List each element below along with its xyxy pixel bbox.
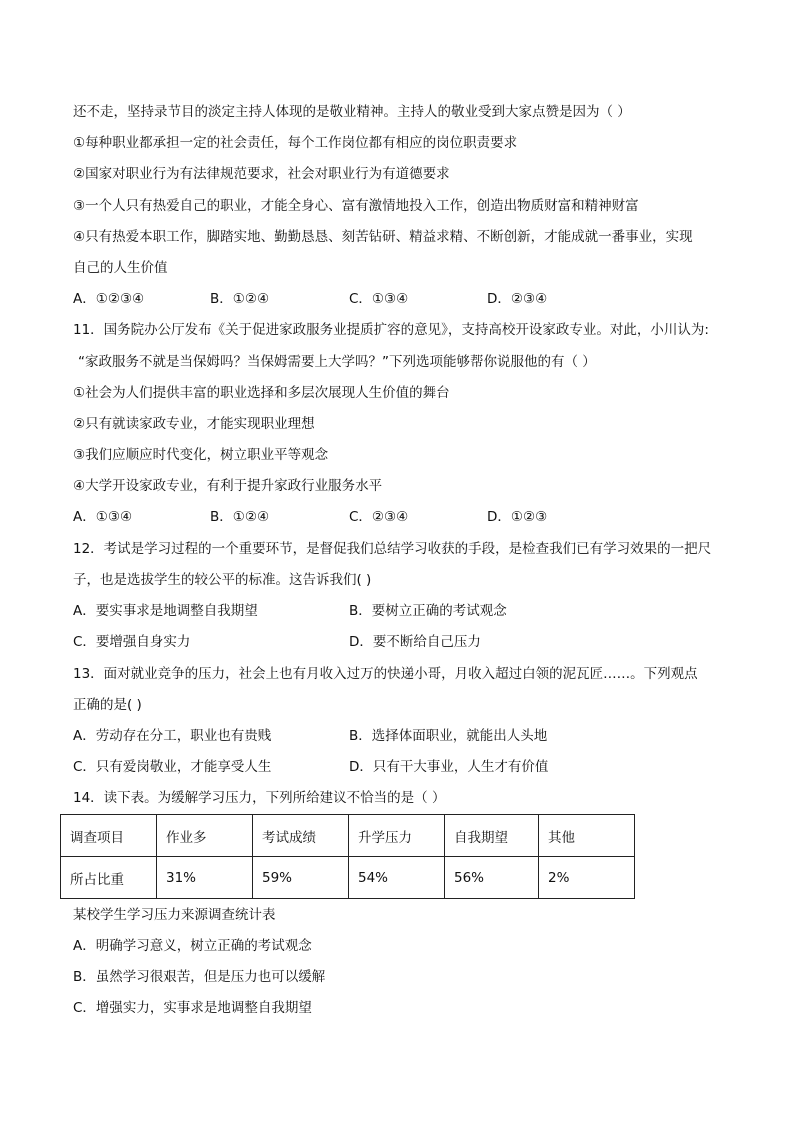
q13-option-a: A．劳动存在分工，职业也有贵贱 [73, 728, 272, 744]
table-cell: 作业多 [157, 815, 253, 857]
q13-stem: 13．面对就业竞争的压力，社会上也有月收入过万的快递小哥，月收入超过白领的泥瓦匠……。下列观点 [73, 666, 698, 682]
q10-statement-3: ③一个人只有热爱自己的职业，才能全身心、富有激情地投入工作，创造出物质财富和精神财富 [73, 198, 639, 214]
q11-statement-1: ①社会为人们提供丰富的职业选择和多层次展现人生价值的舞台 [73, 385, 450, 401]
q10-stem: 还不走，坚持录节目的淡定主持人体现的是敬业精神。主持人的敬业受到大家点赞是因为（ ） [73, 104, 631, 120]
survey-table [60, 814, 635, 899]
q14-option-a: A．明确学习意义，树立正确的考试观念 [73, 938, 312, 954]
q14-option-c: C．增强实力，实事求是地调整自我期望 [73, 1000, 312, 1016]
q12-stem-cont: 子，也是选拔学生的较公平的标准。这告诉我们( ) [73, 572, 372, 588]
table-cell: 调查项目 [61, 815, 157, 857]
q11-option-d: D．①②③ [487, 509, 548, 525]
q12-option-c: C．要增强自身实力 [73, 634, 191, 650]
table-cell: 其他 [539, 815, 635, 857]
q10-option-c: C．①③④ [349, 291, 409, 307]
q10-statement-1: ①每种职业都承担一定的社会责任，每个工作岗位都有相应的岗位职责要求 [73, 135, 518, 151]
q11-stem-cont: “家政服务不就是当保姆吗？当保姆需要上大学吗？”下列选项能够帮你说服他的有（ ） [78, 354, 596, 370]
q10-statement-4: ④只有热爱本职工作，脚踏实地、勤勤恳恳、刻苦钻研、精益求精、不断创新，才能成就一番事业，实现 [73, 229, 693, 245]
q11-statement-2: ②只有就读家政专业，才能实现职业理想 [73, 416, 315, 432]
q11-statement-4: ④大学开设家政专业，有利于提升家政行业服务水平 [73, 478, 383, 494]
table-cell: 升学压力 [349, 815, 445, 857]
table-cell: 所占比重 [61, 857, 157, 899]
table-cell: 自我期望 [445, 815, 539, 857]
q11-option-c: C．②③④ [349, 509, 409, 525]
q12-option-b: B．要树立正确的考试观念 [349, 603, 507, 619]
q13-option-b: B．选择体面职业，就能出人头地 [349, 728, 548, 744]
q13-option-d: D．只有干大事业，人生才有价值 [349, 759, 549, 775]
table-cell: 31% [157, 857, 253, 899]
q12-option-a: A．要实事求是地调整自我期望 [73, 603, 258, 619]
table-header-row [61, 815, 635, 857]
q10-statement-2: ②国家对职业行为有法律规范要求，社会对职业行为有道德要求 [73, 166, 450, 182]
q14-option-b: B．虽然学习很艰苦，但是压力也可以缓解 [73, 969, 326, 985]
table-cell: 54% [349, 857, 445, 899]
table-cell: 59% [253, 857, 349, 899]
q10-statement-4-cont: 自己的人生价值 [73, 260, 168, 276]
table-caption: 某校学生学习压力来源调查统计表 [73, 907, 276, 923]
table-cell: 考试成绩 [253, 815, 349, 857]
q11-statement-3: ③我们应顺应时代变化，树立职业平等观念 [73, 447, 329, 463]
q12-option-d: D．要不断给自己压力 [349, 634, 481, 650]
table-cell: 2% [539, 857, 635, 899]
q10-option-a: A．①②③④ [73, 291, 145, 307]
q14-stem: 14．读下表。为缓解学习压力，下列所给建议不恰当的是（ ） [73, 790, 446, 806]
q13-stem-cont: 正确的是( ) [73, 697, 142, 713]
q10-option-b: B．①②④ [210, 291, 270, 307]
q12-stem: 12．考试是学习过程的一个重要环节，是督促我们总结学习收获的手段，是检查我们已有学习效果的一把尺 [73, 541, 712, 557]
q10-option-d: D．②③④ [487, 291, 548, 307]
q13-option-c: C．只有爱岗敬业，才能享受人生 [73, 759, 272, 775]
q11-option-b: B．①②④ [210, 509, 270, 525]
q11-stem: 11．国务院办公厅发布《关于促进家政服务业提质扩容的意见》，支持高校开设家政专业。对此，小川认为: [73, 322, 709, 338]
table-cell: 56% [445, 857, 539, 899]
q11-option-a: A．①③④ [73, 509, 133, 525]
table-row [61, 857, 635, 899]
